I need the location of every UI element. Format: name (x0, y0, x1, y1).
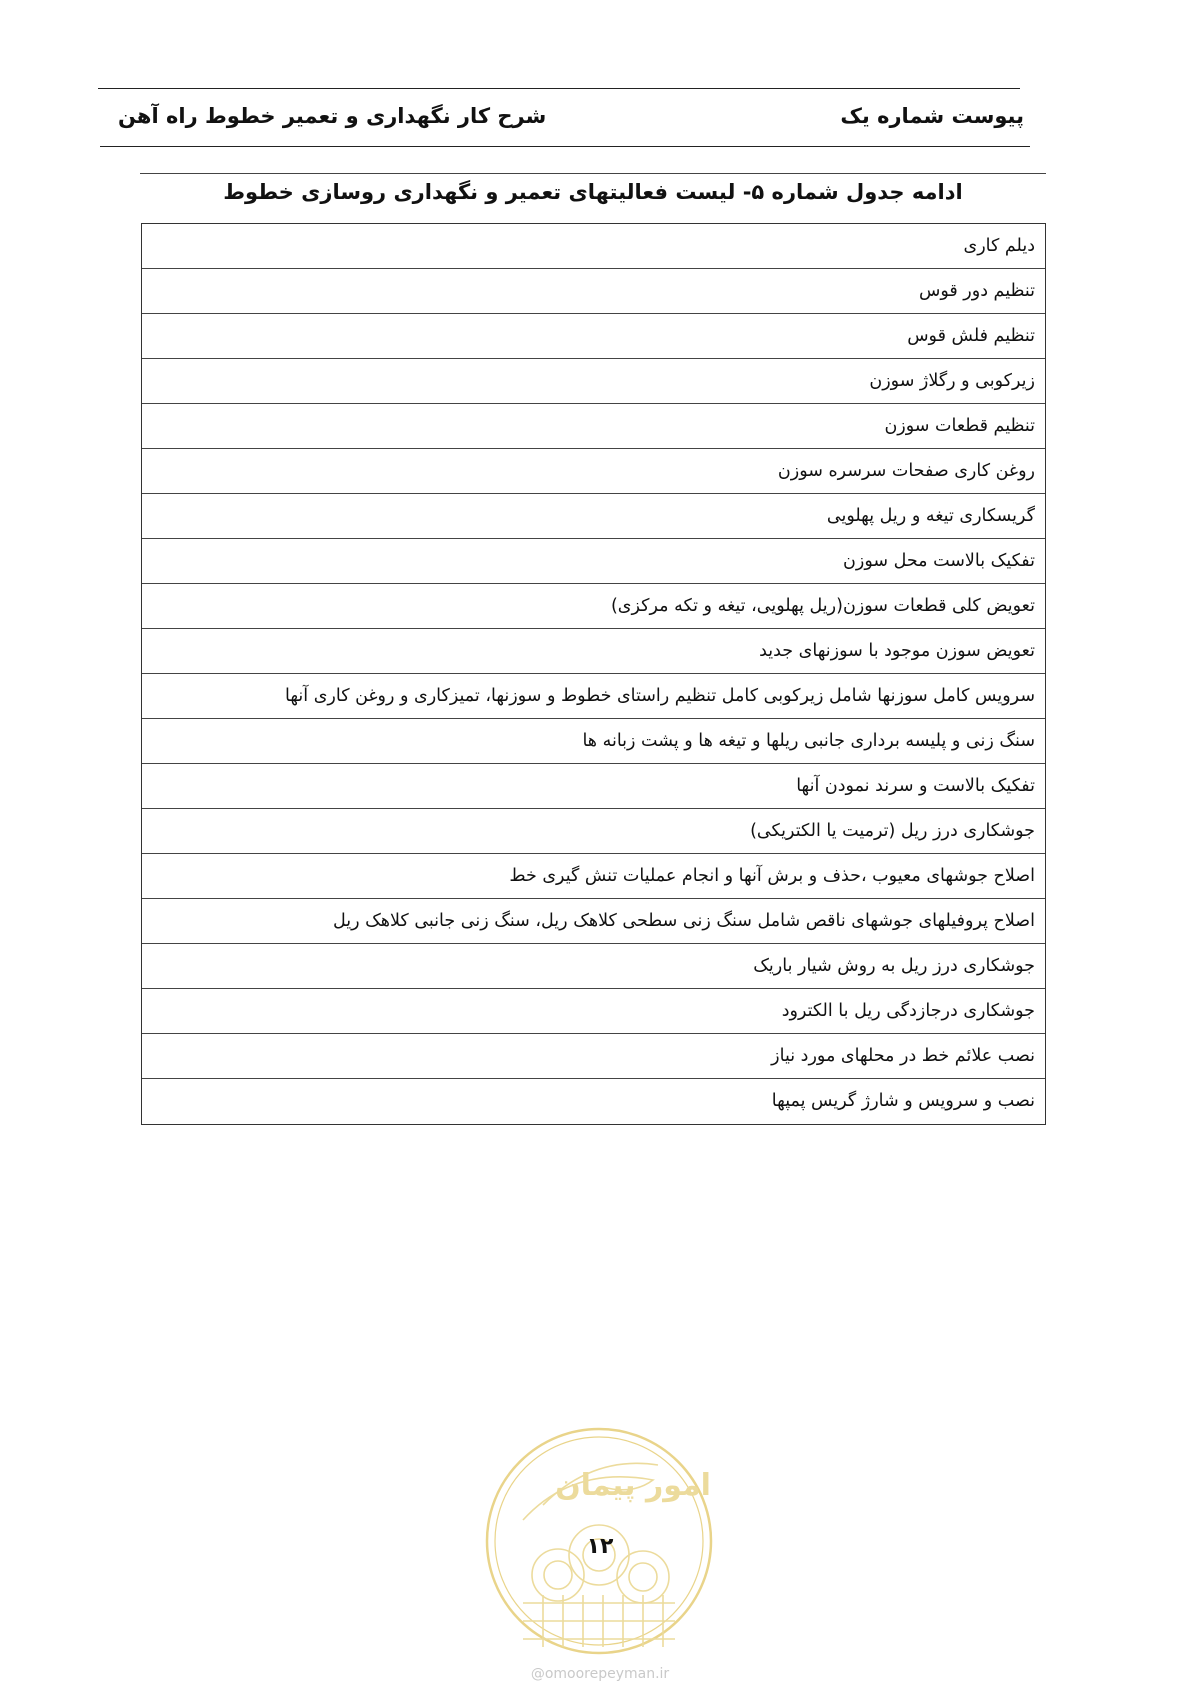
table-row: تفکیک بالاست محل سوزن (142, 539, 1045, 584)
table-row: جوشکاری درز ریل به روش شیار باریک (142, 944, 1045, 989)
table-row: جوشکاری درز ریل (ترمیت یا الکتریکی) (142, 809, 1045, 854)
table-row: اصلاح جوشهای معیوب ،حذف و برش آنها و انجام عملیات تنش گیری خط (142, 854, 1045, 899)
header-bottom-rule (100, 146, 1030, 147)
header-top-rule (98, 88, 1020, 89)
document-title: شرح کار نگهداری و تعمیر خطوط راه آهن (118, 104, 547, 128)
table-row: تنظیم فلش قوس (142, 314, 1045, 359)
table-row: روغن کاری صفحات سرسره سوزن (142, 449, 1045, 494)
table-row: تنظیم دور قوس (142, 269, 1045, 314)
table-row: دیلم کاری (142, 224, 1045, 269)
table-row: گریسکاری تیغه و ریل پهلویی (142, 494, 1045, 539)
table-row: تفکیک بالاست و سرند نمودن آنها (142, 764, 1045, 809)
table-row: تعویض کلی قطعات سوزن(ریل پهلویی، تیغه و تکه مرکزی) (142, 584, 1045, 629)
seal-text: امور پیمان (555, 1468, 711, 1503)
table-row: سنگ زنی و پلیسه برداری جانبی ریلها و تیغه ها و پشت زبانه ها (142, 719, 1045, 764)
appendix-title: پیوست شماره یک (840, 104, 1024, 128)
table-row: تعویض سوزن موجود با سوزنهای جدید (142, 629, 1045, 674)
table-row: نصب علائم خط در محلهای مورد نیاز (142, 1034, 1045, 1079)
table-row: سرویس کامل سوزنها شامل زیرکوبی کامل تنظیم راستای خطوط و سوزنها، تمیزکاری و روغن کاری آنها (142, 674, 1045, 719)
table-row: زیرکوبی و رگلاژ سوزن (142, 359, 1045, 404)
table-row: جوشکاری درجازدگی ریل با الکترود (142, 989, 1045, 1034)
table-row: تنظیم قطعات سوزن (142, 404, 1045, 449)
page-number: ۱۲ (586, 1534, 614, 1559)
table-title: ادامه جدول شماره ۵- لیست فعالیتهای تعمیر و نگهداری روسازی خطوط (223, 180, 963, 204)
watermark: @omoorepeyman.ir (530, 1666, 670, 1682)
activities-table (141, 223, 1046, 1125)
table-row: اصلاح پروفیلهای جوشهای ناقص شامل سنگ زنی سطحی کلاهک ریل، سنگ زنی جانبی کلاهک ریل (142, 899, 1045, 944)
table-top-rule (140, 173, 1046, 174)
table-row: نصب و سرویس و شارژ گریس پمپها (771, 1091, 1035, 1111)
watermark-text: omoorepeyman.ir (544, 1666, 670, 1682)
